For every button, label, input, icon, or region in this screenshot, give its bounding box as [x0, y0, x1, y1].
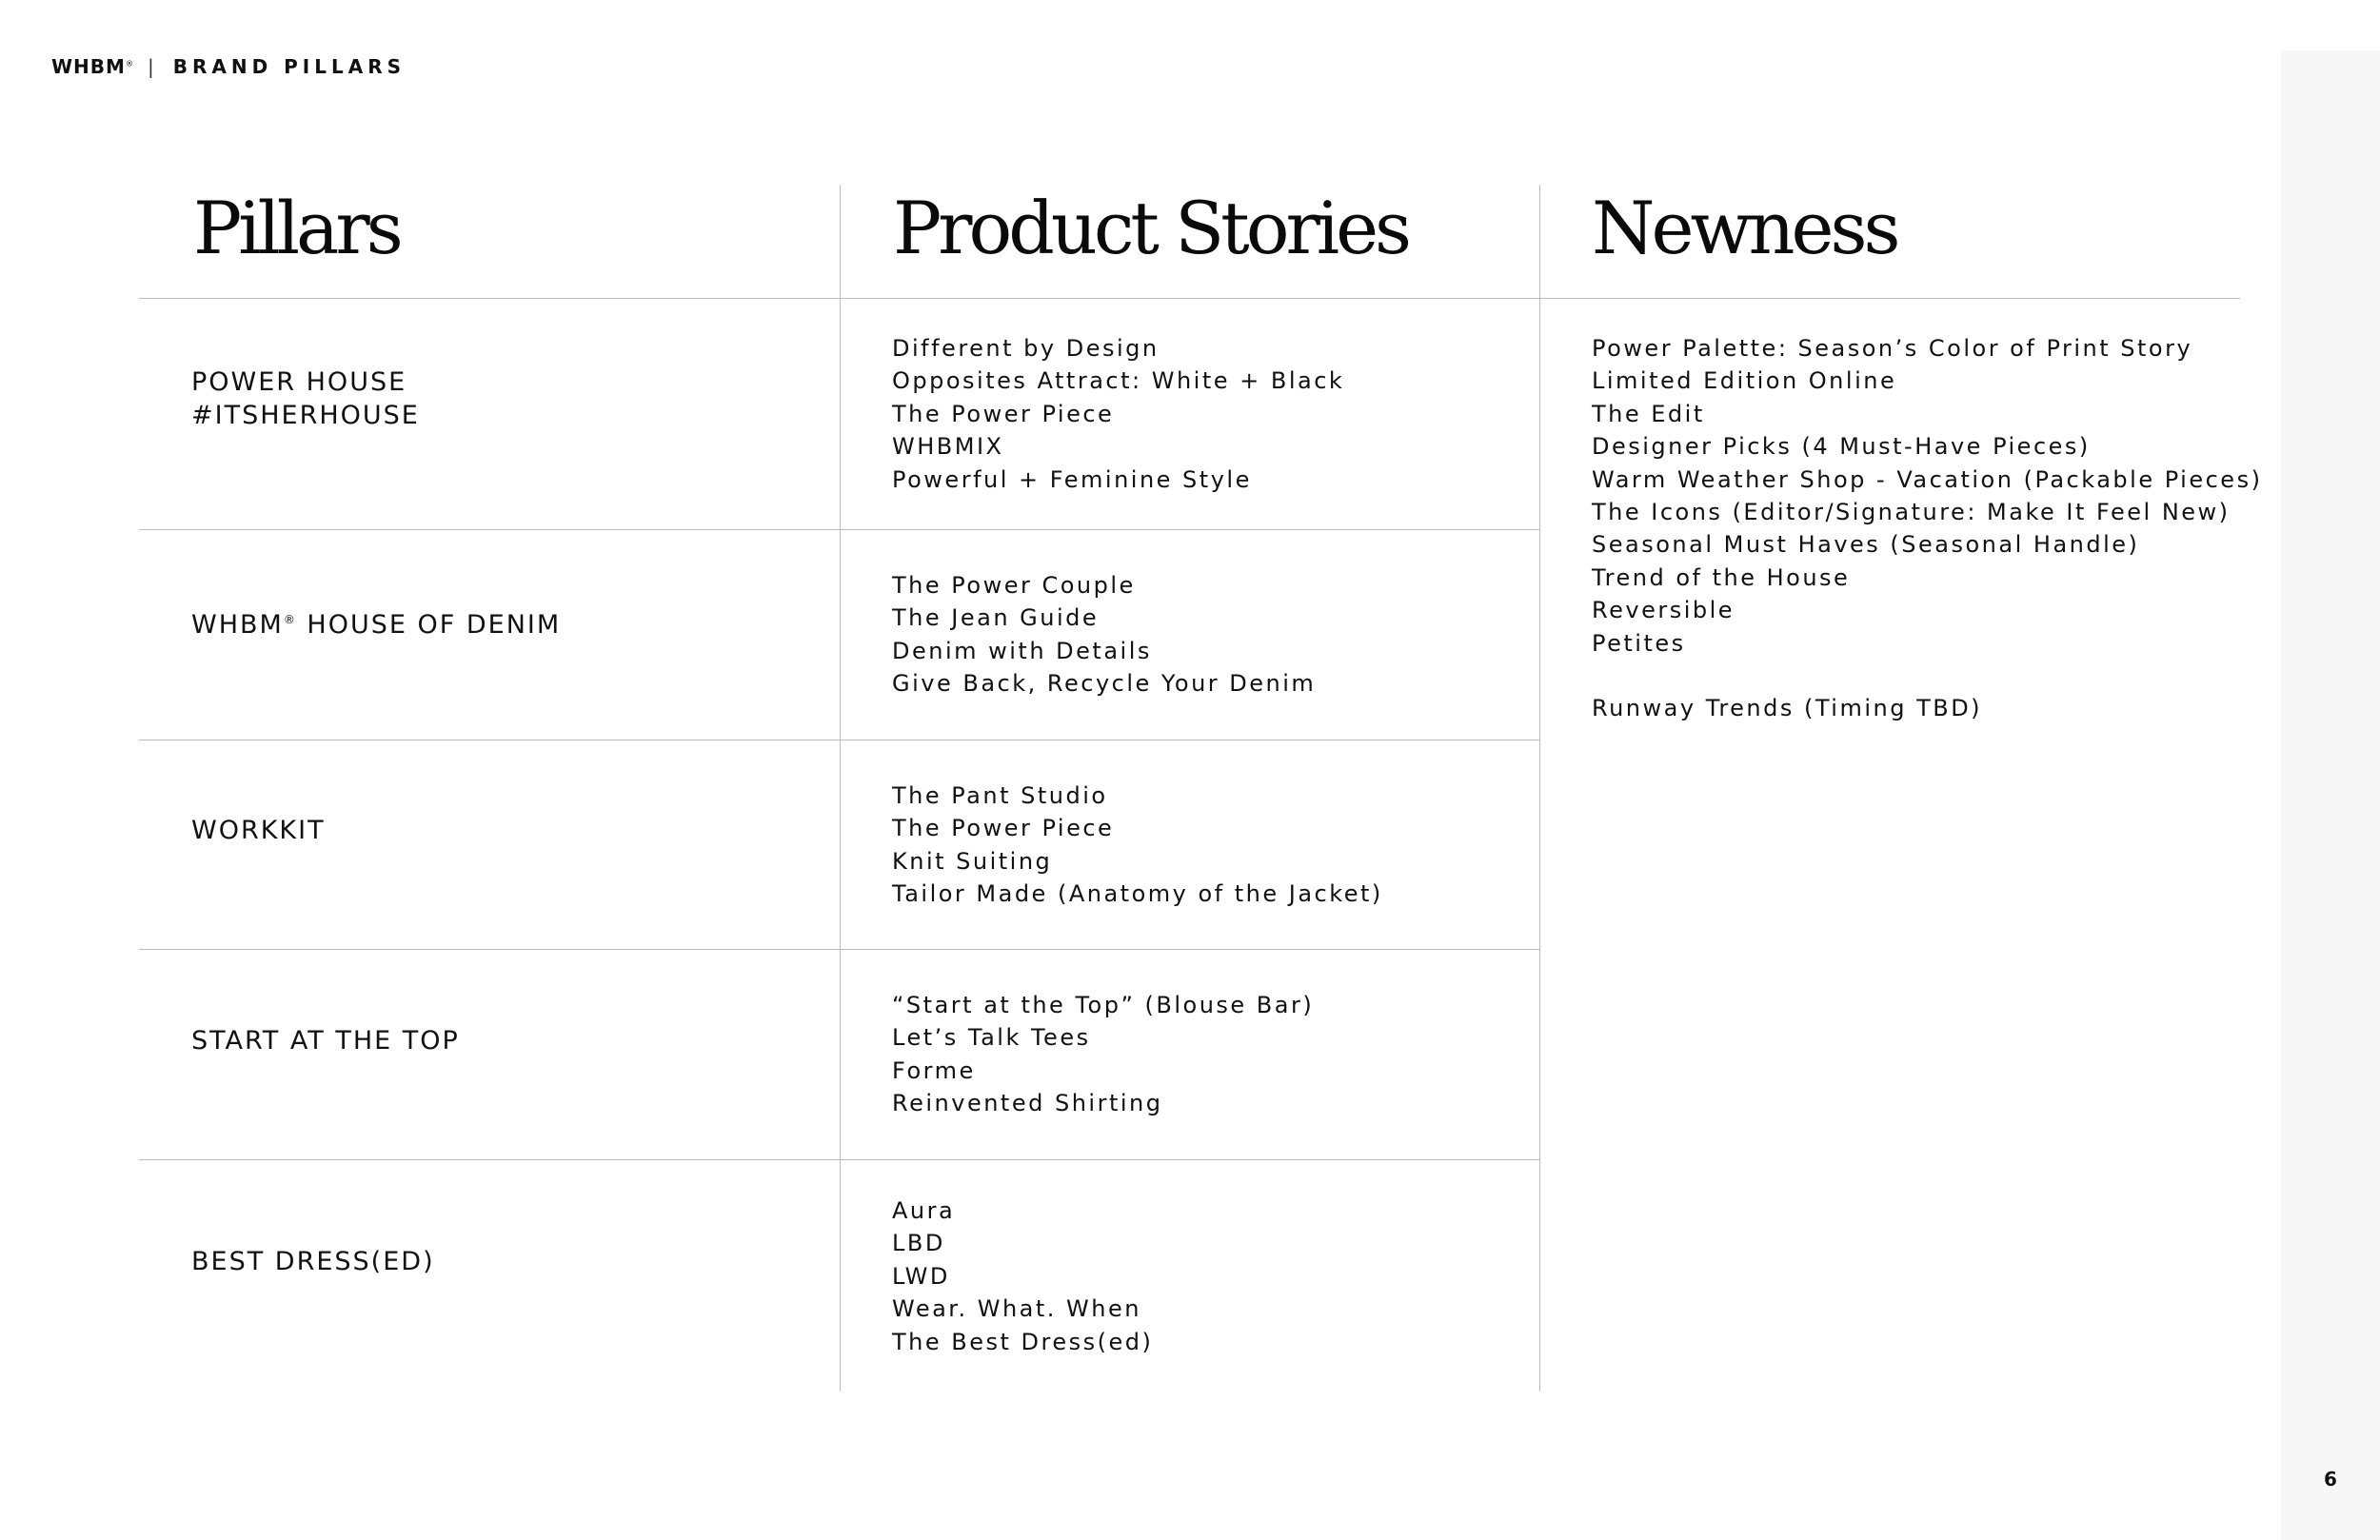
story-item: LBD — [892, 1230, 945, 1257]
story-item: Opposites Attract: White + Black — [892, 367, 1345, 395]
pillar-start-at-the-top — [191, 1024, 460, 1057]
story-item: Forme — [892, 1056, 976, 1084]
story-item: The Power Couple — [892, 572, 1136, 599]
heading-product-stories: Product Stories — [893, 186, 1409, 270]
heading-newness: Newness — [1592, 186, 1897, 270]
brand-registered-mark: ® — [125, 59, 134, 69]
newness-item: Seasonal Must Haves (Seasonal Handle) — [1592, 531, 2140, 559]
story-item: The Pant Studio — [892, 782, 1108, 809]
pillar-best-dressed — [191, 1245, 435, 1278]
story-item: WHBMIX — [892, 433, 1004, 461]
pillar-house-of-denim — [191, 603, 561, 642]
brand-name: WHBM — [51, 55, 126, 78]
story-item: Let’s Talk Tees — [892, 1024, 1091, 1052]
header-separator: | — [147, 55, 154, 78]
newness-item: Reversible — [1592, 597, 1735, 624]
heading-pillars: Pillars — [193, 186, 400, 270]
pillar-line: WORKKIT — [191, 816, 326, 845]
story-item: The Best Dress(ed) — [892, 1328, 1154, 1355]
pillar-power-house — [191, 365, 420, 432]
story-item: Knit Suiting — [892, 847, 1053, 875]
newness-item: Trend of the House — [1592, 563, 1851, 591]
newness-item: Limited Edition Online — [1592, 367, 1897, 395]
newness-item: Warm Weather Shop - Vacation (Packable Pieces) — [1592, 465, 2263, 493]
newness-item: Designer Picks (4 Must-Have Pieces) — [1592, 433, 2091, 461]
brand-logo — [51, 55, 134, 78]
stories-best-dressed — [892, 1194, 1153, 1358]
story-item: LWD — [892, 1262, 950, 1290]
side-margin-strip — [2281, 50, 2380, 1540]
pillar-brand: WHBM — [191, 610, 284, 640]
newness-item: The Icons (Editor/Signature: Make It Feel New) — [1592, 499, 2231, 526]
page-number: 6 — [2324, 1468, 2337, 1491]
story-item: Give Back, Recycle Your Denim — [892, 670, 1317, 698]
pillar-workkit — [191, 814, 326, 847]
pillar-line: START AT THE TOP — [191, 1026, 460, 1056]
pillar-line: BEST DRESS(ED) — [191, 1247, 435, 1276]
story-item: The Power Piece — [892, 400, 1115, 427]
story-item: Aura — [892, 1197, 956, 1224]
story-item: Different by Design — [892, 335, 1160, 362]
newness-item: The Edit — [1592, 400, 1705, 427]
section-title: BRAND PILLARS — [172, 55, 406, 78]
pillar-registered-mark: ® — [283, 613, 297, 626]
divider-vertical-2 — [1539, 185, 1540, 1392]
brand-header — [51, 53, 406, 80]
divider-header — [139, 298, 2240, 299]
stories-power-house — [892, 332, 1344, 496]
story-item: Reinvented Shirting — [892, 1090, 1163, 1117]
story-item: Tailor Made (Anatomy of the Jacket) — [892, 880, 1383, 908]
newness-item: Power Palette: Season’s Color of Print Story — [1592, 335, 2193, 362]
newness-list — [1592, 332, 2262, 660]
pillar-line: #ITSHERHOUSE — [191, 401, 420, 430]
pillar-line: HOUSE OF DENIM — [307, 610, 562, 640]
pillar-line: POWER HOUSE — [191, 367, 407, 397]
story-item: “Start at the Top” (Blouse Bar) — [892, 992, 1315, 1018]
stories-workkit — [892, 780, 1383, 911]
story-item: The Jean Guide — [892, 604, 1100, 632]
stories-house-of-denim — [892, 569, 1316, 701]
divider-vertical-1 — [840, 185, 841, 1392]
story-item: Powerful + Feminine Style — [892, 465, 1252, 493]
story-item: Wear. What. When — [892, 1295, 1141, 1323]
stories-start-at-the-top — [892, 989, 1314, 1120]
divider-row-3 — [139, 949, 1539, 950]
newness-runway-trends: Runway Trends (Timing TBD) — [1592, 695, 1983, 721]
divider-row-4 — [139, 1159, 1539, 1160]
story-item: The Power Piece — [892, 815, 1115, 842]
story-item: Denim with Details — [892, 637, 1152, 664]
divider-row-1 — [139, 529, 1539, 530]
newness-item: Petites — [1592, 629, 1686, 657]
